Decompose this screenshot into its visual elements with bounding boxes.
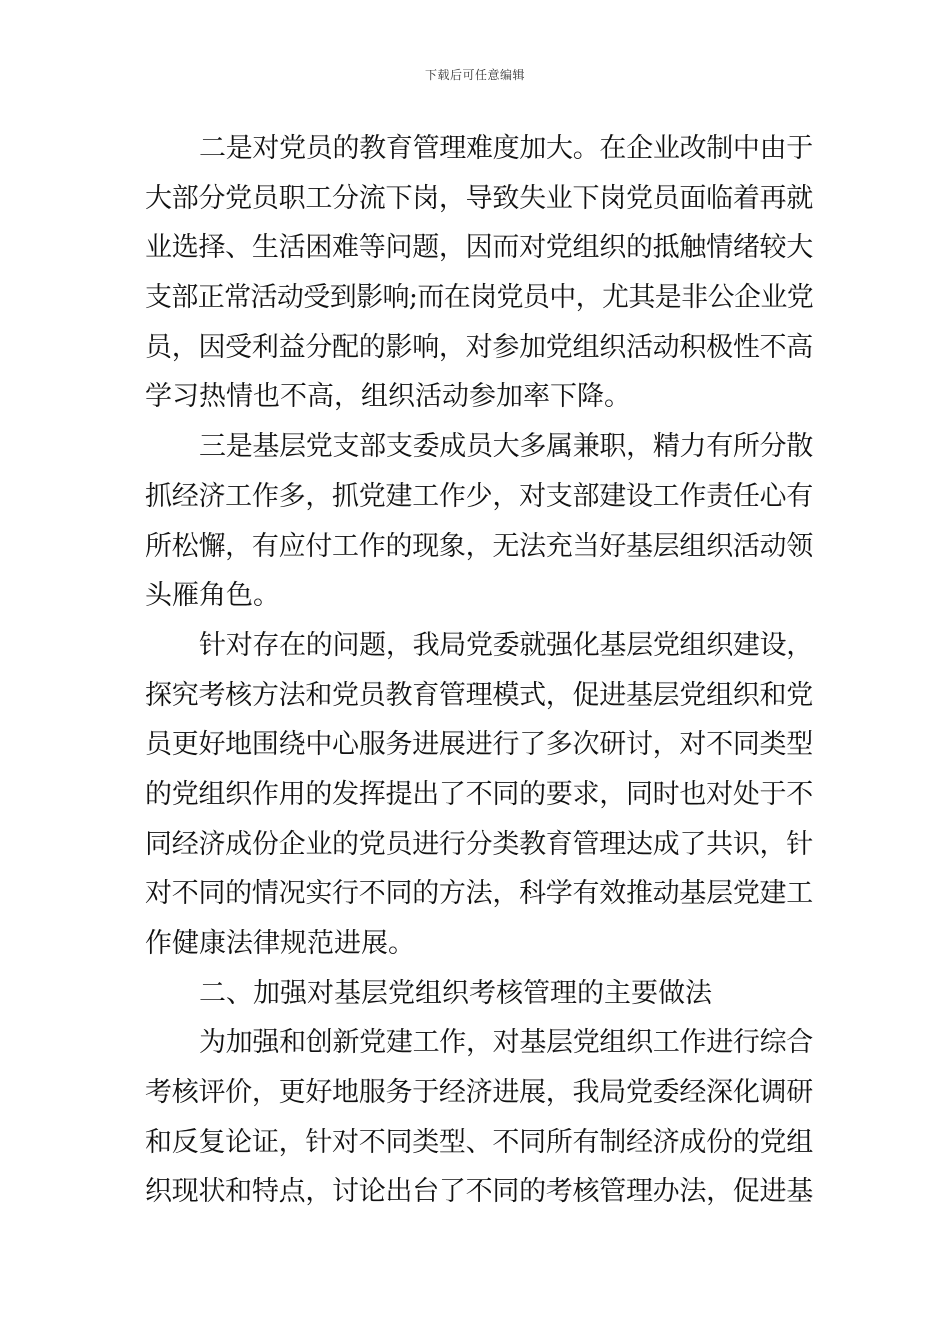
text-line: 所松懈，有应付工作的现象，无法充当好基层组织活动领	[145, 530, 813, 562]
text-line: 的党组织作用的发挥提出了不同的要求，同时也对处于不	[145, 778, 813, 810]
text-line: 业选择、生活困难等问题，因而对党组织的抵触情绪较大	[145, 232, 813, 264]
text-line: 二、加强对基层党组织考核管理的主要做法	[199, 977, 712, 1009]
text-line: 和反复论证，针对不同类型、不同所有制经济成份的党组	[145, 1126, 813, 1158]
text-line: 二是对党员的教育管理难度加大。在企业改制中由于	[199, 133, 813, 164]
text-line: 考核评价，更好地服务于经济进展，我局党委经深化调研	[145, 1077, 813, 1109]
text-line: 探究考核方法和党员教育管理模式，促进基层党组织和党	[145, 679, 813, 711]
text-line: 头雁角色。	[145, 580, 280, 612]
text-line: 织现状和特点，讨论出台了不同的考核管理办法，促进基	[145, 1176, 813, 1208]
text-line: 对不同的情况实行不同的方法，科学有效推动基层党建工	[145, 878, 813, 910]
text-line: 学习热情也不高，组织活动参加率下降。	[145, 381, 631, 413]
text-line: 员，因受利益分配的影响，对参加党组织活动积极性不高	[145, 331, 813, 363]
text-line: 大部分党员职工分流下岗，导致失业下岗党员面临着再就	[145, 182, 813, 214]
text-line: 支部正常活动受到影响;而在岗党员中，尤其是非公企业党	[145, 282, 814, 314]
text-line: 员更好地围绕中心服务进展进行了多次研讨，对不同类型	[145, 729, 813, 761]
text-line: 作健康法律规范进展。	[145, 928, 415, 959]
text-line: 为加强和创新党建工作，对基层党组织工作进行综合	[199, 1027, 813, 1059]
text-line: 抓经济工作多，抓党建工作少，对支部建设工作责任心有	[145, 480, 813, 512]
text-line: 针对存在的问题，我局党委就强化基层党组织建设，	[199, 629, 813, 661]
page-header: 下载后可任意编辑	[424, 68, 525, 82]
document-body	[145, 124, 813, 1217]
text-line: 同经济成份企业的党员进行分类教育管理达成了共识，针	[145, 828, 813, 860]
text-line: 三是基层党支部支委成员大多属兼职，精力有所分散	[199, 431, 813, 463]
